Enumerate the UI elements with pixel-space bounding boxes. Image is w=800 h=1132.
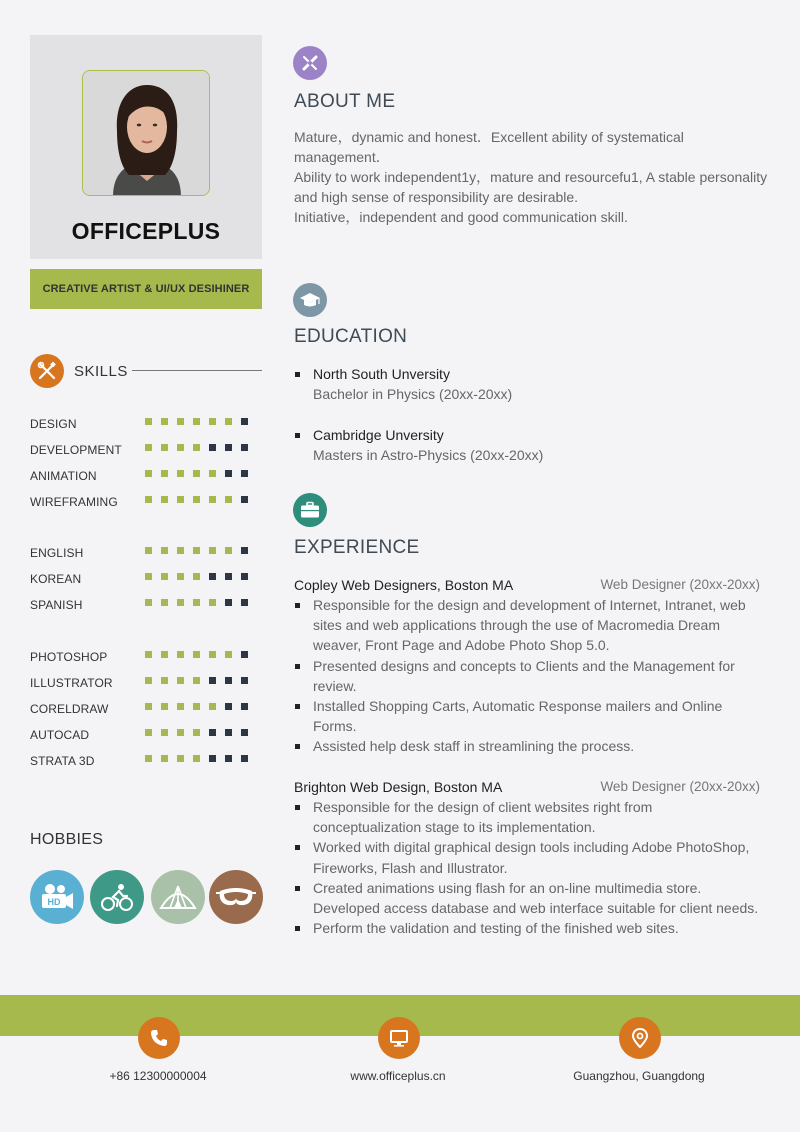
skill-dot-filled — [177, 599, 184, 606]
skill-dot-empty — [241, 418, 248, 425]
skill-row — [30, 650, 262, 664]
skill-dot-filled — [193, 703, 200, 710]
skill-name: WIREFRAMING — [30, 495, 118, 509]
skill-dot-filled — [161, 599, 168, 606]
skill-name: PHOTOSHOP — [30, 650, 108, 664]
briefcase-icon — [293, 493, 327, 527]
skill-name: ANIMATION — [30, 469, 97, 483]
job-role: Web Designer (20xx-20xx) — [600, 779, 760, 794]
skill-dot-filled — [161, 547, 168, 554]
skill-dot-empty — [241, 677, 248, 684]
tent-icon — [151, 870, 205, 924]
experience-title: EXPERIENCE — [294, 537, 420, 558]
job-company: Brighton Web Design, Boston MA — [294, 779, 503, 795]
education-item — [294, 364, 764, 404]
skill-dot-filled — [177, 496, 184, 503]
skill-rating — [145, 547, 248, 554]
skill-dot-empty — [225, 729, 232, 736]
skill-rating — [145, 703, 248, 710]
skill-dot-filled — [193, 418, 200, 425]
skill-row — [30, 546, 262, 560]
skill-dot-filled — [193, 677, 200, 684]
skill-row — [30, 417, 262, 431]
skill-row — [30, 702, 262, 716]
skill-rating — [145, 470, 248, 477]
skill-rating — [145, 755, 248, 762]
video-camera-icon — [30, 870, 84, 924]
skill-row — [30, 728, 262, 742]
skill-dot-filled — [225, 651, 232, 658]
graduation-cap-icon — [293, 283, 327, 317]
job-bullet: Presented designs and concepts to Clients and the Management for review. — [294, 656, 762, 696]
profile-photo — [82, 70, 210, 196]
education-title: EDUCATION — [294, 326, 408, 347]
education-degree: Bachelor in Physics (20xx-20xx) — [313, 386, 513, 402]
skill-dot-filled — [225, 418, 232, 425]
education-school: Cambridge Unversity — [294, 425, 764, 445]
skill-row — [30, 443, 262, 457]
skill-dot-filled — [209, 651, 216, 658]
skill-dot-empty — [241, 703, 248, 710]
skill-dot-filled — [161, 418, 168, 425]
skill-row — [30, 572, 262, 586]
skill-dot-filled — [145, 470, 152, 477]
skill-dot-filled — [177, 418, 184, 425]
skill-dot-filled — [177, 651, 184, 658]
skill-dot-filled — [193, 651, 200, 658]
skill-name: AUTOCAD — [30, 728, 90, 742]
skill-name: STRATA 3D — [30, 754, 95, 768]
contact-website[interactable]: www.officeplus.cn — [350, 1069, 446, 1083]
profile-role: CREATIVE ARTIST & UI/UX DESIHINER — [30, 269, 262, 309]
skill-dot-empty — [241, 573, 248, 580]
portrait-image — [83, 71, 210, 196]
skill-dot-filled — [145, 444, 152, 451]
skill-dot-filled — [177, 470, 184, 477]
skill-dot-empty — [209, 677, 216, 684]
skill-dot-filled — [145, 729, 152, 736]
skill-row — [30, 495, 262, 509]
skill-dot-filled — [145, 755, 152, 762]
skill-dot-filled — [145, 599, 152, 606]
skill-dot-filled — [145, 703, 152, 710]
skill-dot-filled — [193, 547, 200, 554]
skill-dot-empty — [241, 651, 248, 658]
skill-dot-empty — [225, 755, 232, 762]
skill-dot-filled — [161, 703, 168, 710]
skill-rating — [145, 418, 248, 425]
skill-name: ENGLISH — [30, 546, 84, 560]
skill-dot-filled — [161, 677, 168, 684]
skill-dot-filled — [193, 729, 200, 736]
contact-location: Guangzhou, Guangdong — [573, 1069, 705, 1083]
skill-dot-empty — [241, 547, 248, 554]
skill-dot-filled — [193, 599, 200, 606]
skill-name: ILLUSTRATOR — [30, 676, 113, 690]
skills-header — [30, 354, 262, 388]
skill-dot-filled — [193, 496, 200, 503]
skill-dot-empty — [209, 444, 216, 451]
skill-name: SPANISH — [30, 598, 83, 612]
skill-dot-filled — [193, 755, 200, 762]
job-bullet: Worked with digital graphical design tools including Adobe PhotoShop, Fireworks, Flash and Illustrator. — [294, 837, 762, 877]
experience-job — [294, 777, 762, 938]
skill-dot-filled — [161, 573, 168, 580]
skill-dot-filled — [209, 703, 216, 710]
contact-phone: +86 12300000004 — [109, 1069, 207, 1083]
skill-dot-filled — [145, 573, 152, 580]
education-item — [294, 425, 764, 465]
skill-row — [30, 598, 262, 612]
skill-dot-filled — [225, 547, 232, 554]
skill-name: DEVELOPMENT — [30, 443, 122, 457]
education-school: North South Unversity — [294, 364, 764, 384]
skill-dot-filled — [161, 729, 168, 736]
job-company: Copley Web Designers, Boston MA — [294, 577, 514, 593]
profile-card — [30, 35, 262, 259]
skill-dot-filled — [145, 677, 152, 684]
skill-rating — [145, 677, 248, 684]
skills-divider — [132, 370, 262, 371]
skill-dot-filled — [177, 444, 184, 451]
skill-rating — [145, 599, 248, 606]
skill-rating — [145, 496, 248, 503]
skill-name: DESIGN — [30, 417, 77, 431]
profile-name: OFFICEPLUS — [71, 218, 221, 244]
skill-dot-filled — [209, 470, 216, 477]
education-degree: Masters in Astro-Physics (20xx-20xx) — [313, 447, 544, 463]
job-bullet: Created animations using flash for an on-line multimedia store. Developed access database and web interface suitable for client needs. — [294, 878, 762, 918]
skill-dot-empty — [225, 573, 232, 580]
skill-dot-filled — [145, 418, 152, 425]
skill-dot-empty — [225, 470, 232, 477]
skill-dot-empty — [209, 755, 216, 762]
skill-row — [30, 676, 262, 690]
skill-dot-filled — [161, 496, 168, 503]
skill-dot-filled — [193, 573, 200, 580]
skill-dot-filled — [177, 573, 184, 580]
skill-dot-filled — [145, 496, 152, 503]
skill-dot-empty — [241, 470, 248, 477]
skill-name: CORELDRAW — [30, 702, 109, 716]
monitor-icon — [378, 1017, 420, 1059]
about-title: ABOUT ME — [294, 91, 396, 112]
skill-dot-filled — [193, 470, 200, 477]
skill-dot-filled — [177, 729, 184, 736]
skill-dot-filled — [209, 547, 216, 554]
skill-dot-filled — [177, 677, 184, 684]
skill-row — [30, 754, 262, 768]
skill-row — [30, 469, 262, 483]
skill-dot-filled — [145, 547, 152, 554]
skill-dot-filled — [177, 703, 184, 710]
skill-rating — [145, 729, 248, 736]
skill-rating — [145, 444, 248, 451]
job-role: Web Designer (20xx-20xx) — [600, 577, 760, 592]
skill-dot-empty — [241, 729, 248, 736]
skill-dot-filled — [209, 496, 216, 503]
skill-dot-empty — [225, 703, 232, 710]
pencil-ruler-icon — [293, 46, 327, 80]
skill-dot-filled — [225, 496, 232, 503]
about-line: Initiative，independent and good communication skill. — [294, 209, 628, 225]
job-bullet: Installed Shopping Carts, Automatic Response mailers and Online Forms. — [294, 696, 762, 736]
skill-dot-filled — [161, 470, 168, 477]
skill-dot-empty — [209, 573, 216, 580]
job-bullet: Perform the validation and testing of the finished web sites. — [294, 918, 762, 938]
skill-name: KOREAN — [30, 572, 82, 586]
skill-dot-filled — [177, 755, 184, 762]
skill-dot-filled — [193, 444, 200, 451]
skill-dot-filled — [177, 547, 184, 554]
tools-icon — [30, 354, 64, 388]
skill-dot-empty — [241, 599, 248, 606]
skill-dot-filled — [161, 651, 168, 658]
skill-rating — [145, 573, 248, 580]
skill-dot-empty — [241, 755, 248, 762]
skill-dot-filled — [161, 755, 168, 762]
goggles-icon — [209, 870, 263, 924]
skill-dot-empty — [225, 677, 232, 684]
about-line: Ability to work independent1y，mature and resourcefu1, A stable personality and high sense of responsibility are desirable. — [294, 169, 768, 205]
location-pin-icon — [619, 1017, 661, 1059]
skill-dot-filled — [145, 651, 152, 658]
skill-dot-empty — [209, 729, 216, 736]
skill-dot-empty — [225, 599, 232, 606]
job-bullet: Assisted help desk staff in streamlining the process. — [294, 736, 762, 756]
job-bullet: Responsible for the design of client websites right from conceptualization stage to its implementation. — [294, 797, 762, 837]
skill-dot-empty — [241, 444, 248, 451]
skill-dot-filled — [161, 444, 168, 451]
skill-dot-empty — [241, 496, 248, 503]
cycling-icon — [90, 870, 144, 924]
phone-icon — [138, 1017, 180, 1059]
skill-dot-filled — [209, 418, 216, 425]
skill-dot-empty — [225, 444, 232, 451]
about-line: Mature，dynamic and honest．Excellent ability of systematical management． — [294, 129, 684, 165]
about-text — [294, 127, 774, 227]
hobbies-title: HOBBIES — [30, 831, 104, 848]
skills-title: SKILLS — [74, 363, 128, 380]
experience-job — [294, 575, 762, 757]
hd-label: HD — [47, 897, 61, 907]
skill-rating — [145, 651, 248, 658]
skill-dot-filled — [209, 599, 216, 606]
job-bullet: Responsible for the design and development of Internet, Intranet, web sites and web applications through the use of Macromedia Dream weaver, Front Page and Adobe Photo Shop 5.0. — [294, 595, 762, 656]
